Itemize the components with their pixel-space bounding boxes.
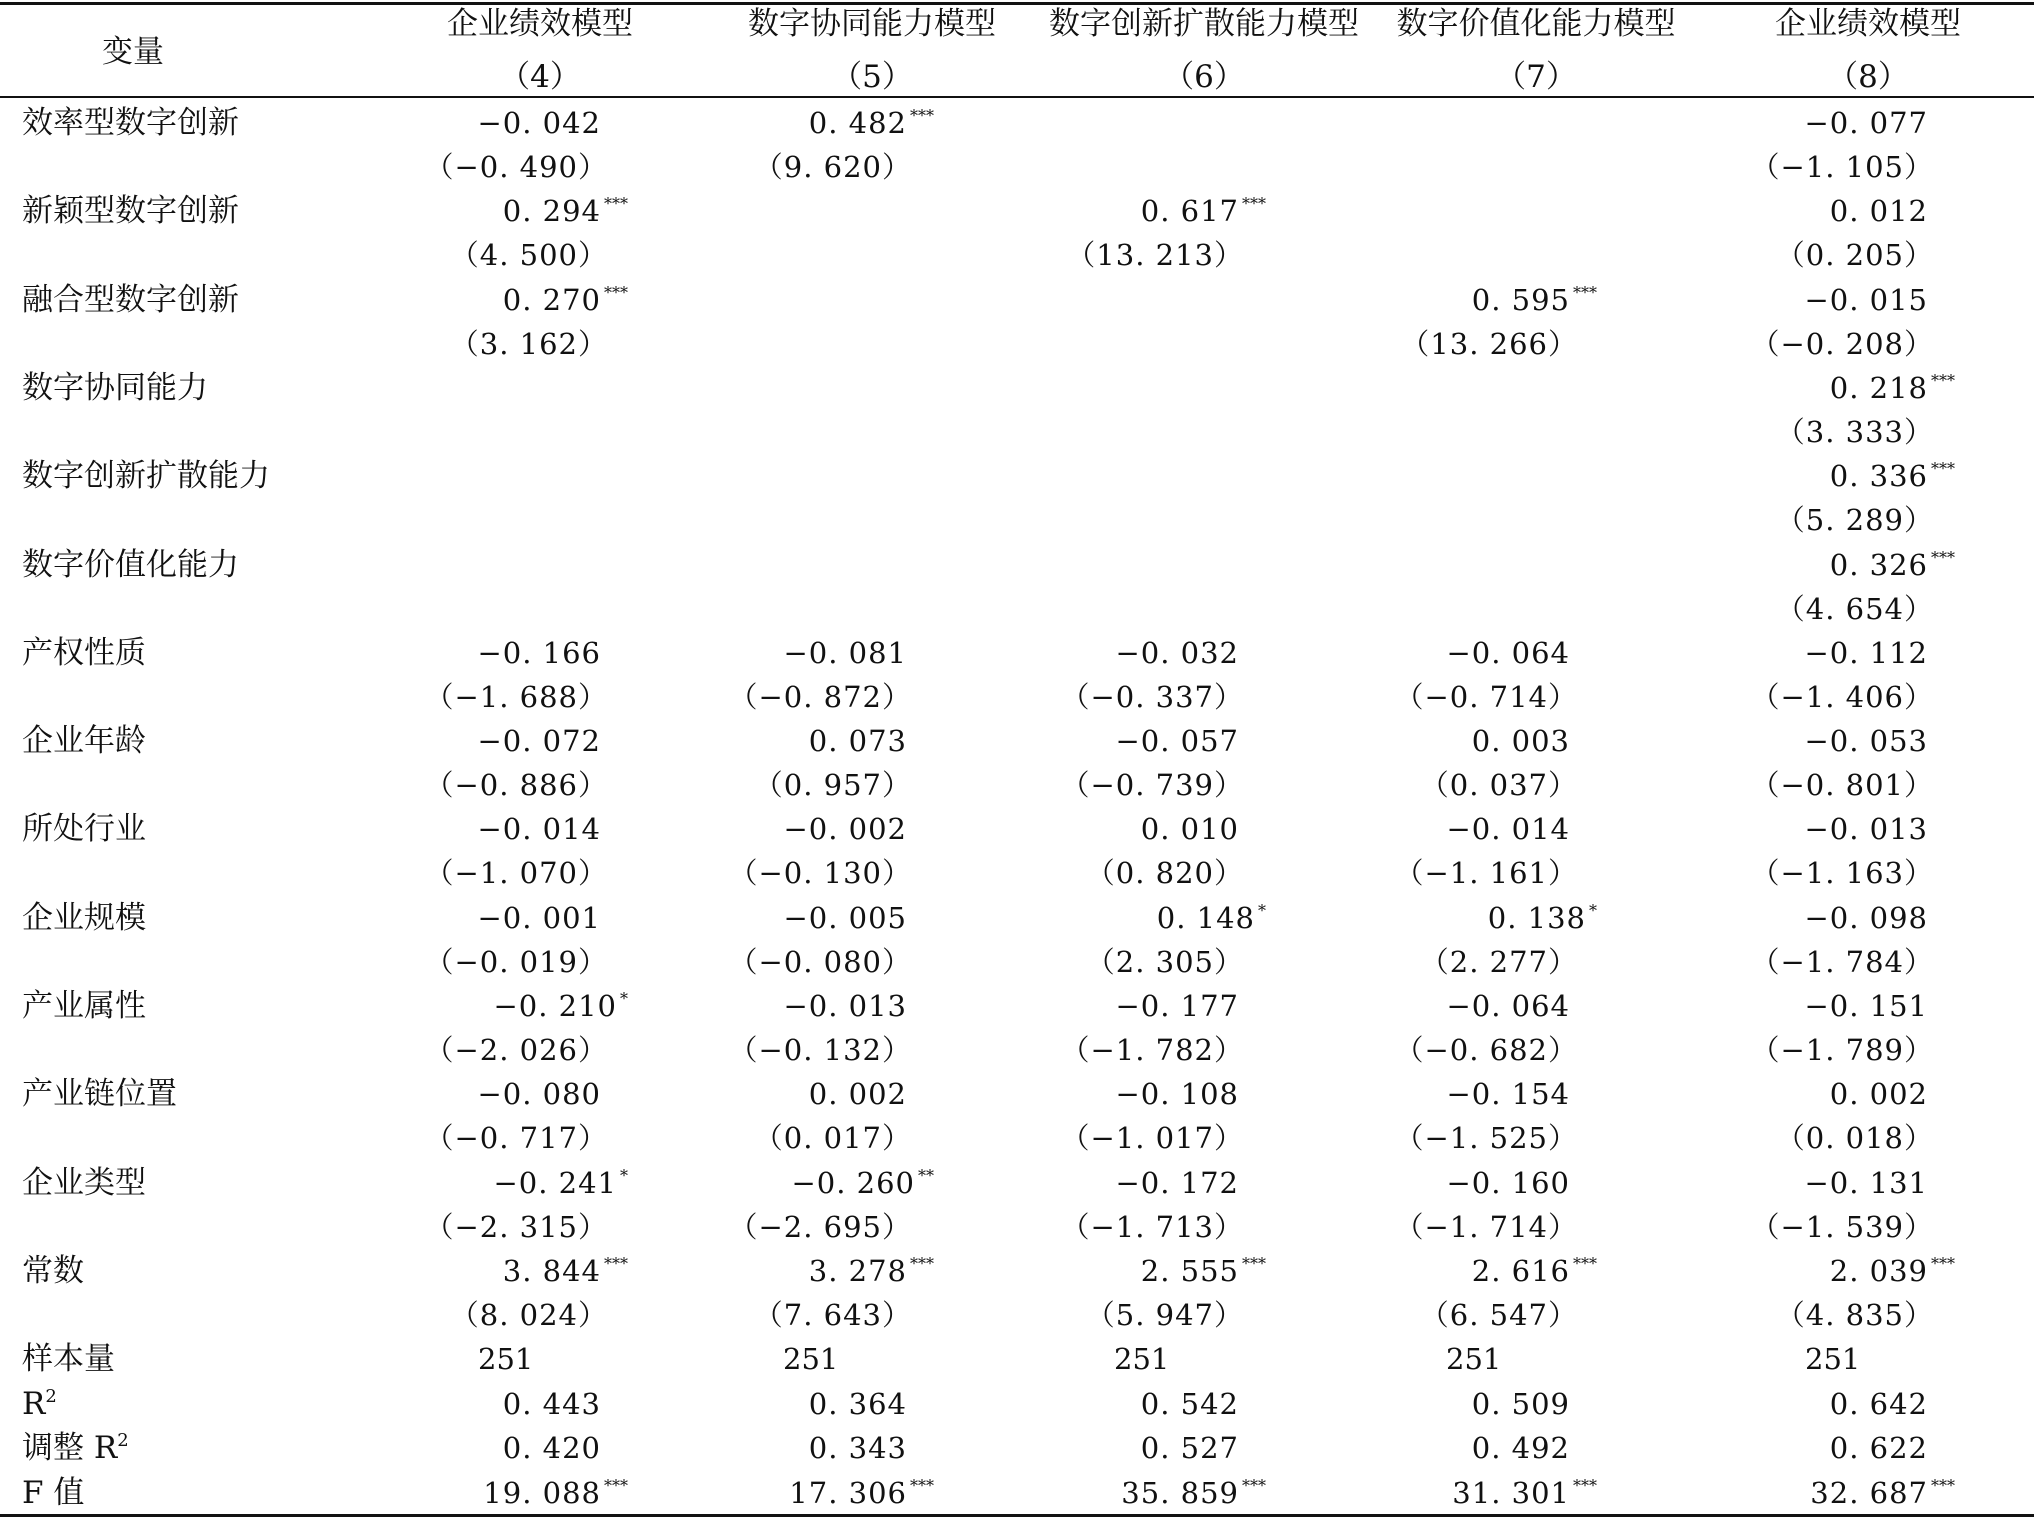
t-statistic: （−1. 070） (424, 856, 608, 891)
t-statistic: （−0. 080） (728, 944, 912, 979)
stat-label-text: 样本量 (22, 1341, 115, 1377)
significance-stars: *** (1242, 194, 1266, 214)
t-statistic: （7. 643） (753, 1297, 912, 1332)
stat-label-text: R (22, 1386, 46, 1422)
coefficient-value (1804, 280, 1955, 320)
significance-stars: *** (604, 194, 628, 214)
t-statistic: （−1. 017） (1060, 1121, 1244, 1156)
header-variable-label: 变量 (102, 34, 164, 70)
coefficient-number: 0. 326 (1829, 547, 1928, 582)
t-statistic: （−2. 026） (424, 1033, 608, 1067)
coefficient-number: 0. 002 (1829, 1077, 1928, 1112)
coefficient-number: 2. 555 (1140, 1253, 1239, 1288)
significance-stars: *** (910, 1476, 934, 1495)
significance-stars: *** (1931, 459, 1955, 479)
coefficient-value (1115, 986, 1266, 1026)
stat-number: 0. 542 (1140, 1387, 1239, 1421)
stat-number: 0. 642 (1829, 1387, 1928, 1421)
coefficient-value (477, 809, 628, 849)
column-header-model: 企业绩效模型 (447, 6, 633, 42)
stat-value (1141, 1428, 1266, 1468)
t-statistic: （3. 162） (449, 326, 608, 361)
t-statistic: （−1. 782） (1060, 1033, 1244, 1067)
stat-value (809, 1428, 934, 1468)
stat-value (1141, 1384, 1266, 1424)
coefficient-number: −0. 013 (1804, 812, 1928, 847)
coefficient-value (791, 1163, 934, 1203)
significance-stars: * (1589, 900, 1597, 920)
t-statistic: （9. 620） (753, 150, 912, 184)
coefficient-value (493, 1163, 628, 1203)
row-label: 效率型数字创新 (22, 105, 239, 141)
coefficient-value (1115, 1163, 1266, 1203)
coefficient-value (783, 809, 934, 849)
t-statistic: （−1. 789） (1750, 1033, 1934, 1067)
coefficient-number: −0. 015 (1804, 282, 1928, 317)
coefficient-number: −0. 002 (783, 812, 907, 847)
coefficient-value (477, 898, 628, 938)
significance-stars: *** (910, 1253, 934, 1273)
stat-row-label (22, 1384, 57, 1424)
coefficient-number: 0. 003 (1471, 724, 1570, 759)
stat-row-label (22, 1473, 84, 1513)
coefficient-value (1472, 280, 1597, 320)
stat-number: 0. 364 (808, 1387, 907, 1421)
stat-label-text: 调整 R (22, 1430, 118, 1466)
coefficient-number: 2. 039 (1829, 1253, 1928, 1288)
coefficient-value (1830, 1251, 1955, 1291)
t-statistic: （−1. 105） (1750, 150, 1934, 184)
coefficient-value (503, 191, 628, 231)
t-statistic: （6. 547） (1419, 1297, 1578, 1332)
row-label: 产业属性 (22, 988, 146, 1024)
coefficient-value (1804, 898, 1955, 938)
stat-number: 0. 443 (502, 1387, 601, 1421)
coefficient-number: −0. 151 (1804, 989, 1928, 1023)
coefficient-value (477, 1074, 628, 1114)
t-statistic: （−0. 490） (424, 150, 608, 184)
coefficient-value (1830, 545, 1955, 585)
coefficient-number: −0. 131 (1804, 1165, 1928, 1200)
coefficient-value (1830, 368, 1955, 408)
coefficient-value (1157, 898, 1266, 938)
coefficient-number: 3. 844 (502, 1253, 601, 1288)
coefficient-value (503, 280, 628, 320)
coefficient-number: 0. 294 (502, 194, 601, 229)
coefficient-number: −0. 241 (493, 1165, 617, 1200)
coefficient-value (1804, 633, 1955, 673)
coefficient-number: −0. 013 (783, 989, 907, 1023)
coefficient-number: −0. 080 (477, 1077, 601, 1112)
t-statistic: （−1. 161） (1394, 856, 1578, 891)
significance-stars: *** (1242, 1253, 1266, 1273)
coefficient-number: −0. 210 (493, 989, 617, 1023)
coefficient-number: 0. 002 (808, 1077, 907, 1112)
row-label: 数字价值化能力 (22, 546, 239, 583)
significance-stars: * (620, 1165, 628, 1185)
significance-stars: *** (1931, 547, 1955, 567)
row-label: 融合型数字创新 (22, 281, 239, 318)
significance-stars: *** (1242, 1476, 1266, 1495)
coefficient-value (1446, 633, 1597, 673)
coefficient-number: −0. 042 (477, 106, 601, 140)
row-label: 所处行业 (22, 811, 146, 848)
t-statistic: （4. 654） (1775, 591, 1934, 626)
coefficient-number: −0. 057 (1115, 724, 1239, 759)
coefficient-number: 3. 278 (808, 1253, 907, 1288)
stat-number: 0. 509 (1471, 1387, 1570, 1421)
table-top-rule (0, 2, 2034, 5)
t-statistic: （2. 305） (1085, 944, 1244, 979)
t-statistic: （−0. 132） (728, 1033, 912, 1067)
stat-number: 0. 343 (808, 1431, 907, 1465)
coefficient-number: −0. 053 (1804, 724, 1928, 759)
t-statistic: （−0. 801） (1750, 768, 1934, 803)
sample-size-value: 251 (1446, 1342, 1502, 1376)
coefficient-number: 0. 595 (1471, 282, 1570, 317)
significance-stars: *** (604, 282, 628, 302)
coefficient-number: −0. 160 (1446, 1165, 1570, 1200)
coefficient-value (783, 633, 934, 673)
coefficient-value (1804, 103, 1955, 143)
coefficient-value (1804, 809, 1955, 849)
significance-stars: * (1258, 900, 1266, 920)
stat-label-text: F 值 (22, 1475, 85, 1511)
row-label: 数字协同能力 (22, 369, 208, 406)
coefficient-value (783, 898, 934, 938)
coefficient-number: −0. 072 (477, 724, 601, 759)
t-statistic: （0. 017） (753, 1121, 912, 1156)
column-header-model: 企业绩效模型 (1775, 6, 1961, 42)
coefficient-value (1804, 721, 1955, 761)
sample-size-value: 251 (478, 1342, 534, 1376)
stat-label-superscript: 2 (45, 1386, 57, 1407)
stat-number: 19. 088 (483, 1476, 601, 1510)
coefficient-number: −0. 077 (1804, 106, 1928, 140)
t-statistic: （−1. 714） (1394, 1209, 1578, 1244)
coefficient-number: 0. 010 (1140, 812, 1239, 847)
coefficient-value (1830, 456, 1955, 496)
significance-stars: *** (1573, 1476, 1597, 1495)
coefficient-number: −0. 064 (1446, 635, 1570, 670)
coefficient-number: 0. 138 (1487, 900, 1586, 935)
coefficient-number: 0. 482 (808, 106, 907, 140)
significance-stars: *** (1573, 1253, 1597, 1273)
t-statistic: （5. 289） (1775, 503, 1934, 538)
sample-size-value: 251 (1805, 1342, 1861, 1376)
coefficient-value (1446, 1163, 1597, 1203)
column-header-model: 数字创新扩散能力模型 (1049, 6, 1359, 42)
column-header-number: （7） (1495, 59, 1577, 95)
coefficient-value (1446, 809, 1597, 849)
stat-number: 0. 622 (1829, 1431, 1928, 1465)
significance-stars: ** (918, 1165, 934, 1185)
coefficient-number: −0. 032 (1115, 635, 1239, 670)
t-statistic: （13. 213） (1066, 238, 1244, 273)
t-statistic: （5. 947） (1085, 1297, 1244, 1332)
column-header-number: （5） (831, 59, 913, 95)
table-header-rule (0, 96, 2034, 98)
t-statistic: （−0. 130） (728, 856, 912, 891)
stat-number: 0. 492 (1471, 1431, 1570, 1465)
coefficient-number: −0. 001 (477, 900, 601, 935)
coefficient-value (783, 986, 934, 1026)
t-statistic: （−0. 682） (1394, 1033, 1578, 1067)
coefficient-number: −0. 112 (1804, 635, 1928, 670)
coefficient-number: 2. 616 (1471, 1253, 1570, 1288)
stat-value (503, 1428, 628, 1468)
coefficient-number: 0. 073 (808, 724, 907, 759)
stat-value (1830, 1428, 1955, 1468)
significance-stars: *** (604, 1253, 628, 1273)
coefficient-number: −0. 005 (783, 900, 907, 935)
coefficient-value (477, 633, 628, 673)
t-statistic: （0. 205） (1775, 238, 1934, 273)
significance-stars: *** (910, 106, 934, 125)
row-label: 企业年龄 (22, 723, 146, 760)
t-statistic: （0. 820） (1085, 856, 1244, 891)
t-statistic: （−0. 717） (424, 1121, 608, 1156)
row-label: 数字创新扩散能力 (22, 458, 270, 495)
coefficient-value (1115, 721, 1266, 761)
stat-number: 0. 420 (502, 1431, 601, 1465)
stat-number: 0. 527 (1140, 1431, 1239, 1465)
coefficient-number: 0. 148 (1156, 900, 1255, 935)
t-statistic: （−0. 714） (1394, 679, 1578, 714)
stat-row-label (22, 1428, 129, 1468)
t-statistic: （0. 957） (753, 768, 912, 803)
stat-value (1472, 1384, 1597, 1424)
stat-number: 35. 859 (1121, 1476, 1239, 1510)
coefficient-number: −0. 172 (1115, 1165, 1239, 1200)
sample-size-value: 251 (1114, 1342, 1170, 1376)
coefficient-value (1472, 721, 1597, 761)
coefficient-value (1115, 1074, 1266, 1114)
sample-size-value: 251 (783, 1342, 839, 1376)
stat-value (483, 1473, 628, 1513)
t-statistic: （0. 018） (1775, 1121, 1934, 1156)
stat-number: 17. 306 (789, 1476, 907, 1510)
row-label: 产权性质 (22, 634, 146, 671)
coefficient-number: −0. 014 (1446, 812, 1570, 847)
t-statistic: （−0. 019） (424, 944, 608, 979)
t-statistic: （−0. 337） (1060, 679, 1244, 714)
stat-value (503, 1384, 628, 1424)
coefficient-number: −0. 014 (477, 812, 601, 847)
stat-value (789, 1473, 934, 1513)
coefficient-value (1141, 1251, 1266, 1291)
stat-value (1452, 1473, 1597, 1513)
coefficient-value (1446, 1074, 1597, 1114)
coefficient-number: 0. 218 (1829, 370, 1928, 405)
coefficient-value (477, 721, 628, 761)
coefficient-number: −0. 108 (1115, 1077, 1239, 1112)
coefficient-value (477, 103, 628, 143)
t-statistic: （4. 500） (449, 238, 608, 273)
stat-number: 31. 301 (1452, 1476, 1570, 1510)
stat-label-superscript: 2 (117, 1430, 129, 1451)
row-label: 企业规模 (22, 899, 146, 936)
coefficient-value (503, 1251, 628, 1291)
coefficient-value (1804, 986, 1955, 1026)
t-statistic: （−1. 539） (1750, 1209, 1934, 1244)
row-label: 企业类型 (22, 1164, 146, 1201)
t-statistic: （3. 333） (1775, 414, 1934, 449)
coefficient-value (1830, 1074, 1955, 1114)
t-statistic: （−2. 315） (424, 1209, 608, 1244)
significance-stars: *** (604, 1476, 628, 1495)
coefficient-number: −0. 260 (791, 1165, 915, 1200)
coefficient-value (1488, 898, 1597, 938)
stat-value (1121, 1473, 1266, 1513)
significance-stars: * (620, 989, 628, 1008)
coefficient-value (1472, 1251, 1597, 1291)
stat-number: 32. 687 (1810, 1476, 1928, 1510)
significance-stars: *** (1931, 1476, 1955, 1495)
coefficient-value (809, 721, 934, 761)
coefficient-number: −0. 081 (783, 635, 907, 670)
t-statistic: （−1. 406） (1750, 679, 1934, 714)
t-statistic: （−1. 525） (1394, 1121, 1578, 1156)
t-statistic: （−1. 713） (1060, 1209, 1244, 1244)
coefficient-value (493, 986, 628, 1026)
row-label: 产业链位置 (22, 1076, 177, 1113)
coefficient-value (809, 1074, 934, 1114)
significance-stars: *** (1573, 282, 1597, 302)
t-statistic: （13. 266） (1400, 326, 1578, 361)
coefficient-number: 0. 336 (1829, 459, 1928, 494)
significance-stars: *** (1931, 370, 1955, 390)
coefficient-value (809, 103, 934, 143)
stat-value (809, 1384, 934, 1424)
coefficient-value (1804, 1163, 1955, 1203)
t-statistic: （8. 024） (449, 1297, 608, 1332)
coefficient-number: 0. 617 (1140, 194, 1239, 229)
coefficient-number: −0. 064 (1446, 989, 1570, 1023)
coefficient-value (1115, 633, 1266, 673)
column-header-model: 数字价值化能力模型 (1396, 6, 1676, 42)
t-statistic: （2. 277） (1419, 944, 1578, 979)
coefficient-value (1141, 809, 1266, 849)
coefficient-number: 0. 012 (1829, 194, 1928, 229)
row-label: 新颖型数字创新 (22, 193, 239, 230)
t-statistic: （−1. 688） (424, 679, 608, 714)
column-header-model: 数字协同能力模型 (748, 6, 996, 42)
coefficient-value (1141, 191, 1266, 231)
row-label: 常数 (22, 1252, 84, 1289)
coefficient-value (1830, 191, 1955, 231)
t-statistic: （0. 037） (1419, 768, 1578, 803)
coefficient-number: −0. 177 (1115, 989, 1239, 1023)
coefficient-number: 0. 270 (502, 282, 601, 317)
coefficient-number: −0. 154 (1446, 1077, 1570, 1112)
t-statistic: （4. 835） (1775, 1297, 1934, 1332)
coefficient-value (1446, 986, 1597, 1026)
coefficient-number: −0. 166 (477, 635, 601, 670)
significance-stars: *** (1931, 1253, 1955, 1273)
t-statistic: （−0. 739） (1060, 768, 1244, 803)
column-header-number: （8） (1827, 59, 1909, 95)
coefficient-number: −0. 098 (1804, 900, 1928, 935)
column-header-number: （6） (1163, 59, 1245, 95)
stat-value (1472, 1428, 1597, 1468)
stat-value (1810, 1473, 1955, 1513)
stat-row-label (22, 1339, 115, 1379)
t-statistic: （−2. 695） (728, 1209, 912, 1244)
t-statistic: （−1. 163） (1750, 856, 1934, 891)
t-statistic: （−1. 784） (1750, 944, 1934, 979)
coefficient-value (809, 1251, 934, 1291)
stat-value (1830, 1384, 1955, 1424)
t-statistic: （−0. 872） (728, 679, 912, 714)
column-header-number: （4） (499, 59, 581, 95)
t-statistic: （−0. 208） (1750, 326, 1934, 361)
t-statistic: （−0. 886） (424, 768, 608, 803)
